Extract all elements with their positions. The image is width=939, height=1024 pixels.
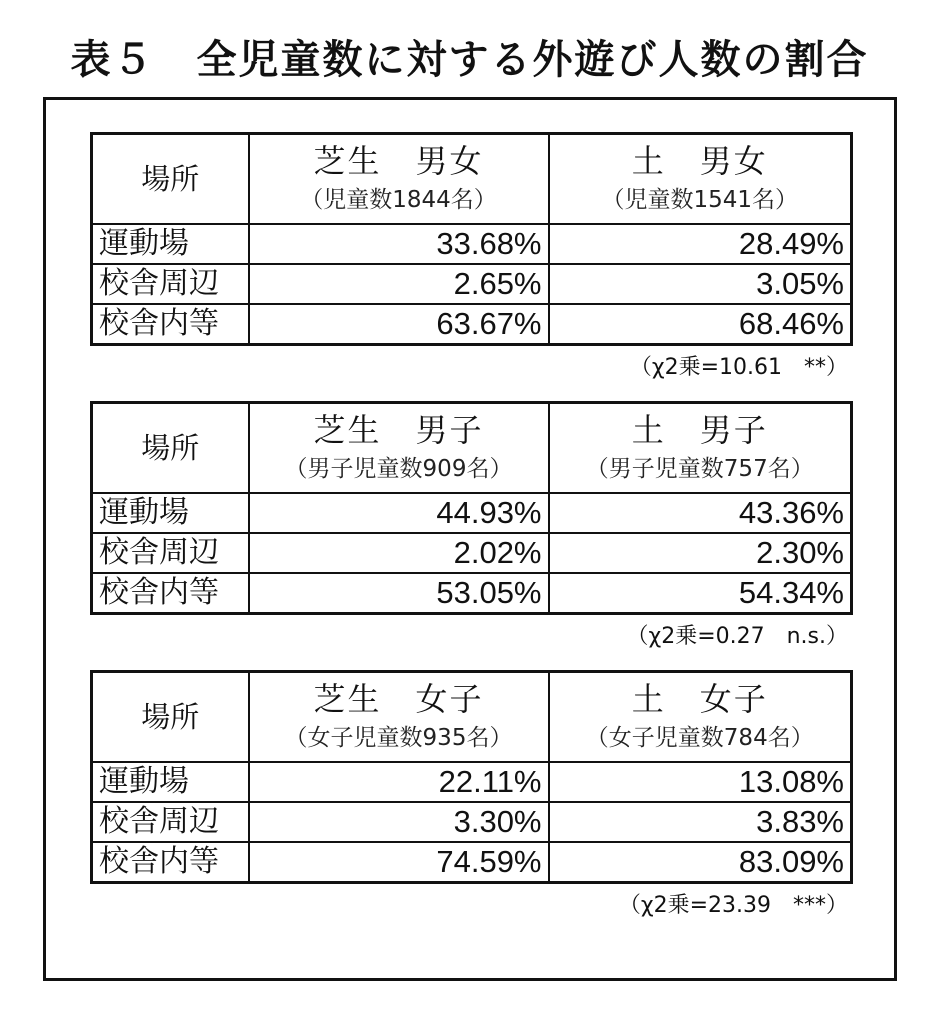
place-header: 場所 (92, 134, 249, 225)
value-cell: 83.09% (549, 842, 852, 883)
value-cell: 54.34% (549, 573, 852, 614)
table-header-row (92, 134, 852, 225)
value-cell: 68.46% (549, 304, 852, 345)
table-block-boys (90, 401, 850, 659)
table-header-row (92, 672, 852, 763)
row-label: 運動場 (92, 493, 249, 533)
value-cell: 3.83% (549, 802, 852, 842)
row-label: 校舎周辺 (92, 802, 249, 842)
page-title: 表５ 全児童数に対する外遊び人数の割合 (70, 37, 869, 83)
value-cell: 74.59% (249, 842, 549, 883)
chi-square-note: （χ2乗=0.27 n.s.） (626, 624, 848, 649)
group-name: 芝生 女子 (313, 680, 484, 718)
chi-square-note: （χ2乗=23.39 ***） (618, 893, 848, 918)
table-row (92, 802, 852, 842)
row-label: 校舎内等 (92, 573, 249, 614)
row-label: 運動場 (92, 224, 249, 264)
group-name: 土 男女 (631, 142, 768, 180)
group-header-grass (249, 403, 549, 494)
row-label: 運動場 (92, 762, 249, 802)
table-row (92, 762, 852, 802)
value-cell: 3.05% (549, 264, 852, 304)
group-header-grass (249, 672, 549, 763)
value-cell: 22.11% (249, 762, 549, 802)
row-label: 校舎周辺 (92, 533, 249, 573)
place-header: 場所 (92, 403, 249, 494)
table-row (92, 224, 852, 264)
group-count: （児童数1844名） (300, 187, 497, 213)
table-row (92, 573, 852, 614)
group-count: （女子児童数784名） (585, 725, 814, 751)
ratio-table-girls (90, 670, 853, 884)
value-cell: 3.30% (249, 802, 549, 842)
value-cell: 28.49% (549, 224, 852, 264)
value-cell: 2.30% (549, 533, 852, 573)
table-row (92, 533, 852, 573)
place-header: 場所 (92, 672, 249, 763)
group-count: （児童数1541名） (601, 187, 799, 213)
value-cell: 2.65% (249, 264, 549, 304)
row-label: 校舎内等 (92, 304, 249, 345)
ratio-table-all (90, 132, 853, 346)
group-header-soil (549, 134, 852, 225)
value-cell: 13.08% (549, 762, 852, 802)
group-count: （女子児童数935名） (284, 725, 513, 751)
group-count: （男子児童数757名） (585, 456, 814, 482)
table-row (92, 304, 852, 345)
table-row (92, 264, 852, 304)
group-name: 土 男子 (631, 411, 768, 449)
table-block-girls (90, 670, 850, 928)
group-header-grass (249, 134, 549, 225)
table-block-all (90, 132, 850, 390)
chi-square-note: （χ2乗=10.61 **） (629, 355, 848, 380)
group-name: 芝生 男女 (313, 142, 484, 180)
group-name: 土 女子 (631, 680, 768, 718)
table-row (92, 493, 852, 533)
value-cell: 33.68% (249, 224, 549, 264)
row-label: 校舎周辺 (92, 264, 249, 304)
group-header-soil (549, 672, 852, 763)
value-cell: 53.05% (249, 573, 549, 614)
ratio-table-boys (90, 401, 853, 615)
value-cell: 63.67% (249, 304, 549, 345)
row-label: 校舎内等 (92, 842, 249, 883)
table-row (92, 842, 852, 883)
value-cell: 44.93% (249, 493, 549, 533)
group-header-soil (549, 403, 852, 494)
group-count: （男子児童数909名） (284, 456, 513, 482)
group-name: 芝生 男子 (313, 411, 484, 449)
value-cell: 43.36% (549, 493, 852, 533)
value-cell: 2.02% (249, 533, 549, 573)
table-header-row (92, 403, 852, 494)
